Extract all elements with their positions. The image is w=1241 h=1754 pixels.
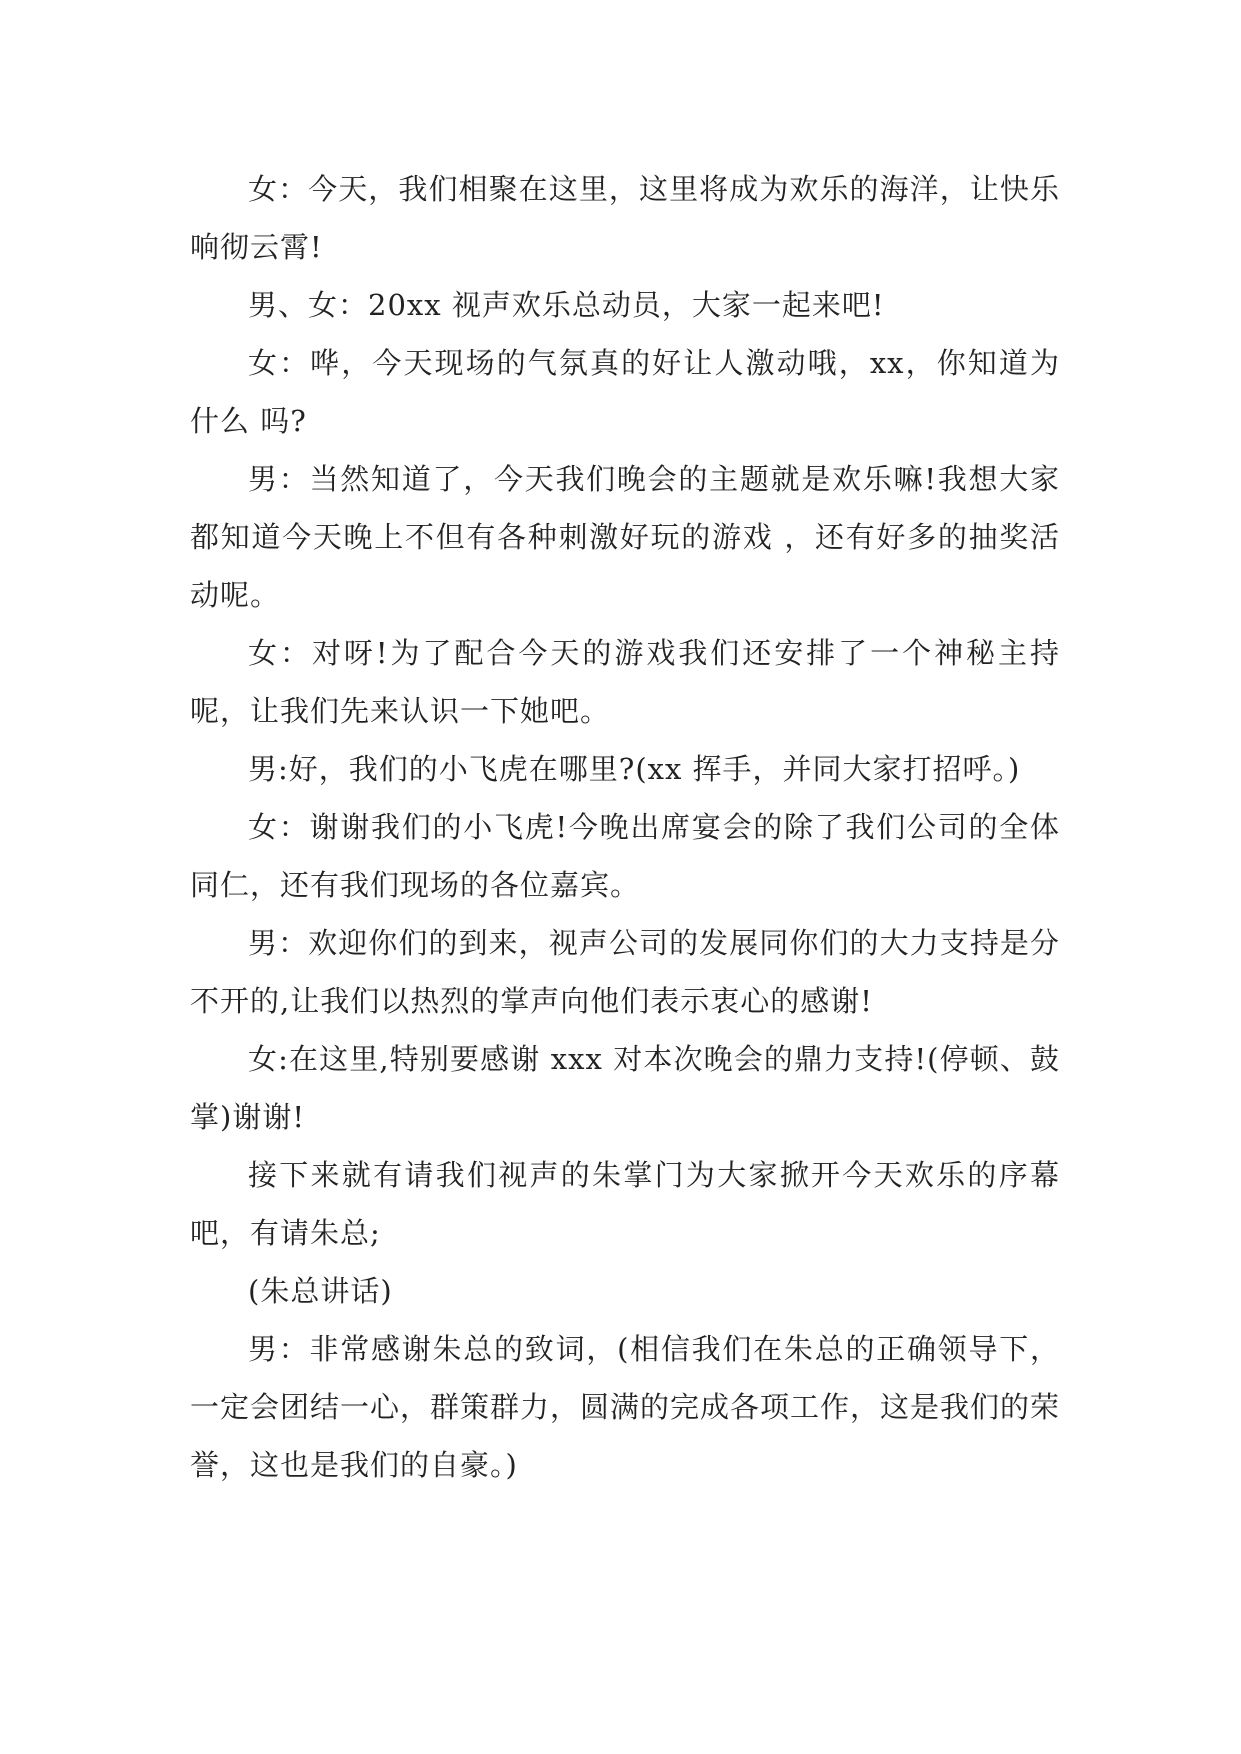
- document-body: [190, 160, 1060, 1494]
- paragraph-5: 女：对呀!为了配合今天的游戏我们还安排了一个神秘主持呢，让我们先来认识一下她吧。: [190, 636, 1060, 728]
- paragraph-12: 男：非常感谢朱总的致词，(相信我们在朱总的正确领导下，一定会团结一心，群策群力，圆满的完成各项工作，这是我们的荣誉，这也是我们的自豪。): [190, 1332, 1061, 1482]
- paragraph-9: 女:在这里,特别要感谢 xxx 对本次晚会的鼎力支持!(停顿、鼓掌)谢谢!: [190, 1042, 1060, 1134]
- paragraph-6: 男:好，我们的小飞虎在哪里?(xx 挥手，并同大家打招呼。): [248, 752, 1021, 786]
- paragraph-11: (朱总讲话): [248, 1274, 393, 1308]
- paragraph-7: 女：谢谢我们的小飞虎!今晚出席宴会的除了我们公司的全体同仁，还有我们现场的各位嘉宾。: [190, 810, 1060, 902]
- paragraph-3: 女：哗，今天现场的气氛真的好让人激动哦，xx，你知道为什么 吗?: [190, 346, 1060, 438]
- paragraph-10: 接下来就有请我们视声的朱掌门为大家掀开今天欢乐的序幕吧，有请朱总;: [190, 1158, 1060, 1250]
- paragraph-2: 男、女：20xx 视声欢乐总动员，大家一起来吧!: [248, 288, 885, 322]
- paragraph-4: 男：当然知道了，今天我们晚会的主题就是欢乐嘛!我想大家都知道今天晚上不但有各种刺激好玩的游戏 ，还有好多的抽奖活动呢。: [190, 462, 1060, 612]
- paragraph-1: 女：今天，我们相聚在这里，这里将成为欢乐的海洋，让快乐响彻云霄!: [190, 172, 1060, 264]
- paragraph-8: 男：欢迎你们的到来，视声公司的发展同你们的大力支持是分不开的,让我们以热烈的掌声向他们表示衷心的感谢!: [190, 926, 1060, 1018]
